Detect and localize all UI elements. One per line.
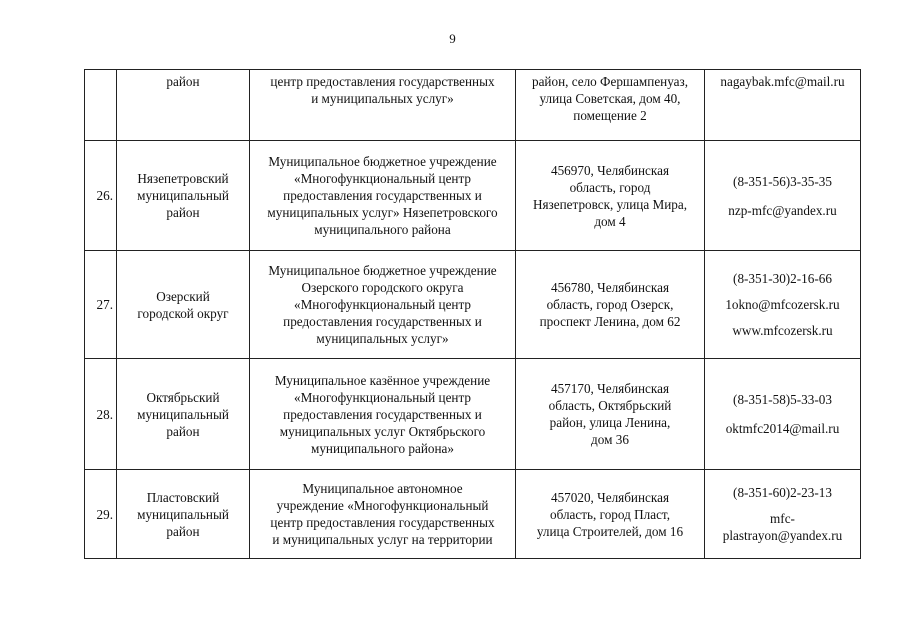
- district-name-line: Озерский: [156, 288, 210, 304]
- table-row: [85, 70, 861, 141]
- address: [516, 70, 705, 141]
- district-name-line: муниципальный: [137, 506, 229, 522]
- address-line: помещение 2: [573, 108, 647, 123]
- row-number: 28.: [85, 359, 117, 470]
- organization-line: Муниципальное автономное: [302, 481, 463, 496]
- email: 1okno@mfcozersk.ru: [725, 297, 840, 312]
- address-line: район, село Фершампенуаз,: [531, 74, 689, 89]
- email: plastrayon@yandex.ru: [722, 528, 843, 543]
- mfc-registry-table: [84, 69, 861, 559]
- address-line: улица Строителей, дом 16: [536, 523, 684, 539]
- phone: (8-351-60)2-23-13: [733, 485, 832, 500]
- district-name-line: муниципальный: [137, 188, 229, 203]
- row-number: 27.: [85, 251, 117, 359]
- contacts: [705, 251, 861, 359]
- district-name-line: Пластовский: [146, 489, 220, 505]
- email: mfc-: [770, 511, 795, 526]
- phone: (8-351-58)5-33-03: [733, 392, 832, 407]
- phone: (8-351-56)3-35-35: [733, 173, 832, 189]
- address-line: дом 36: [591, 432, 629, 447]
- organization-name: [250, 470, 516, 559]
- contacts: [705, 470, 861, 559]
- table-row: [85, 470, 861, 559]
- address-line: 457020, Челябинская: [550, 489, 670, 505]
- address-line: проспект Ленина, дом 62: [539, 314, 681, 329]
- contacts: [705, 70, 861, 141]
- organization-line: «Многофункциональный центр: [293, 171, 471, 186]
- table-row: [85, 141, 861, 251]
- district-name-line: муниципальный: [137, 406, 229, 422]
- address: [516, 141, 705, 251]
- address-line: район, улица Ленина,: [549, 415, 671, 430]
- organization-line: учреждение «Многофункциональный: [276, 498, 489, 513]
- organization-line: и муниципальных услуг на территории: [272, 532, 493, 547]
- organization-name: [250, 141, 516, 251]
- district-name-line: Октябрьский: [146, 389, 220, 405]
- address: [516, 359, 705, 470]
- organization-line: «Многофункциональный центр: [293, 389, 471, 405]
- organization-line: Муниципальное казённое учреждение: [274, 372, 491, 388]
- district-name: [117, 359, 250, 470]
- district-name-line: городской округ: [137, 305, 229, 321]
- address-line: дом 4: [594, 213, 626, 229]
- table-row: [85, 359, 861, 470]
- organization-line: предоставления государственных и: [283, 314, 482, 329]
- contacts: [705, 359, 861, 470]
- email: oktmfc2014@mail.ru: [725, 421, 840, 436]
- address-line: улица Советская, дом 40,: [539, 91, 681, 106]
- address-line: 457170, Челябинская: [550, 381, 670, 396]
- address-line: 456970, Челябинская: [550, 162, 670, 178]
- address-line: область, Октябрьский: [548, 398, 672, 413]
- address-line: Нязепетровск, улица Мира,: [532, 196, 688, 212]
- district-name-line: район: [166, 423, 200, 439]
- organization-name: [250, 251, 516, 359]
- organization-line: предоставления государственных и: [283, 188, 482, 203]
- row-number: 26.: [85, 141, 117, 251]
- organization-line: «Многофункциональный центр: [293, 297, 471, 312]
- address: [516, 470, 705, 559]
- website: www.mfcozersk.ru: [732, 323, 833, 338]
- district-name-line: район: [166, 523, 200, 539]
- district-name-line: район: [166, 74, 200, 89]
- district-name-line: район: [166, 205, 200, 220]
- email: nzp-mfc@yandex.ru: [728, 202, 837, 218]
- address-line: 456780, Челябинская: [550, 280, 670, 295]
- organization-line: Муниципальное бюджетное учреждение: [268, 154, 497, 169]
- organization-line: Муниципальное бюджетное учреждение: [268, 263, 497, 278]
- organization-line: муниципального района: [314, 222, 451, 237]
- page-number: 9: [449, 31, 456, 46]
- district-name: [117, 251, 250, 359]
- table-row: [85, 251, 861, 359]
- organization-line: муниципальных услуг»: [316, 331, 449, 346]
- contacts: [705, 141, 861, 251]
- address: [516, 251, 705, 359]
- organization-line: муниципальных услуг Октябрьского: [279, 423, 486, 439]
- email: nagaybak.mfc@mail.ru: [720, 74, 845, 89]
- district-name: [117, 470, 250, 559]
- address-line: область, город Пласт,: [550, 506, 670, 522]
- address-line: область, город: [569, 179, 651, 195]
- district-name-line: Нязепетровский: [137, 171, 229, 186]
- address-line: область, город Озерск,: [546, 297, 674, 312]
- organization-name: [250, 359, 516, 470]
- organization-line: Озерского городского округа: [301, 280, 464, 295]
- organization-line: и муниципальных услуг»: [311, 91, 454, 106]
- organization-name: [250, 70, 516, 141]
- organization-line: центр предоставления государственных: [270, 74, 495, 89]
- row-number: 29.: [85, 470, 117, 559]
- organization-line: муниципального района»: [310, 440, 454, 456]
- phone: (8-351-30)2-16-66: [733, 271, 832, 286]
- district-name: [117, 141, 250, 251]
- district-name: [117, 70, 250, 141]
- row-number: [85, 70, 117, 141]
- organization-line: центр предоставления государственных: [270, 515, 495, 530]
- organization-line: предоставления государственных и: [283, 406, 482, 422]
- organization-line: муниципальных услуг» Нязепетровского: [267, 205, 498, 220]
